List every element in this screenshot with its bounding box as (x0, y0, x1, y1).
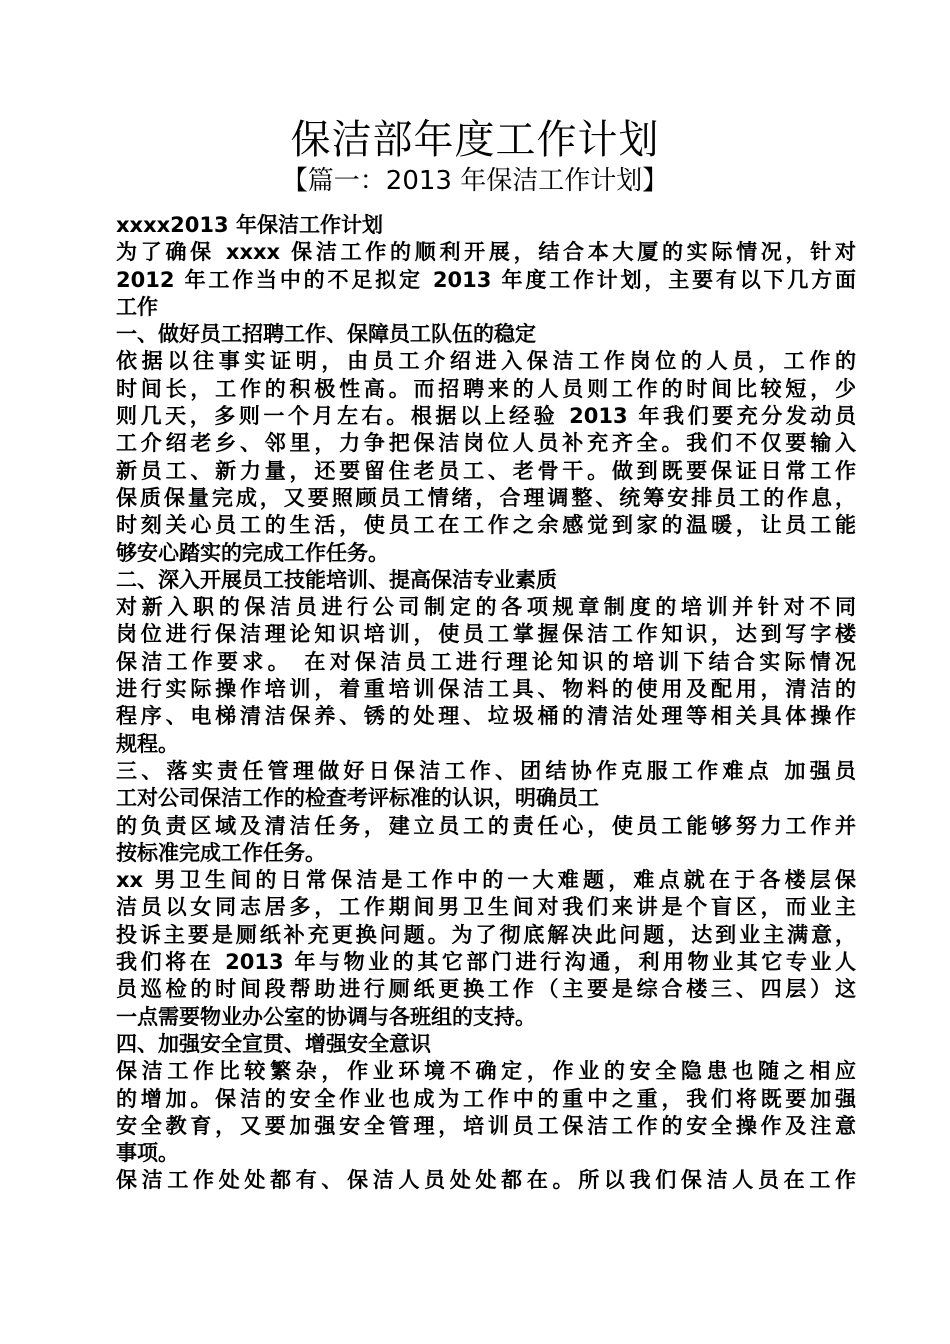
text-line: 一点需要物业办公室的协调与各班组的支持。 (116, 1004, 536, 1029)
text-line: 二、深入开展员工技能培训、提高保洁专业素质 (116, 567, 557, 592)
text-line: 的负责区域及清洁任务，建立员工的责任心，使员工能够努力工作并 (116, 813, 856, 838)
text-line: 依据以往事实证明，由员工介绍进入保洁工作岗位的人员，工作的 (116, 349, 856, 374)
text-line: 程序、电梯清洁保养、锈的处理、垃圾桶的清洁处理等相关具体操作 (116, 704, 856, 729)
text-line: 安全教育，又要加强安全管理，培训员工保洁工作的安全操作及注意 (116, 1113, 856, 1138)
text-line: 事项。 (116, 1141, 179, 1166)
text-line: 按标准完成工作任务。 (116, 840, 326, 865)
text-line: xxxx2013 年保洁工作计划 (116, 213, 383, 237)
text-line: 投诉主要是厕纸补充更换问题。为了彻底解决此问题，达到业主满意， (116, 922, 856, 947)
text-line: 一、做好员工招聘工作、保障员工队伍的稳定 (116, 322, 536, 347)
text-line: 规程。 (116, 731, 179, 756)
text-line: 够安心踏实的完成工作任务。 (116, 540, 389, 565)
text-line: 进行实际操作培训，着重培训保洁工具、物料的使用及配用，清洁的 (116, 677, 856, 702)
text-line: 员巡检的时间段帮助进行厕纸更换工作（主要是综合楼三、四层）这 (116, 977, 856, 1002)
document-body (116, 212, 856, 1195)
text-line: 时刻关心员工的生活，使员工在工作之余感觉到家的温暖，让员工能 (116, 513, 856, 538)
text-line: 保洁工作要求。 在对保洁员工进行理论知识的培训下结合实际情况 (116, 649, 856, 674)
document-subtitle: 【篇一：2013 年保洁工作计划】 (281, 166, 669, 196)
text-line: 洁员以女同志居多，工作期间男卫生间对我们来讲是个盲区，而业主 (116, 895, 856, 920)
text-line: 新员工、新力量，还要留住老员工、老骨干。做到既要保证日常工作 (116, 458, 856, 483)
text-line: 为了确保 xxxx 保洁工作的顺利开展，结合本大厦的实际情况，针对 (116, 240, 856, 265)
text-line: 保洁工作处处都有、保洁人员处处都在。所以我们保洁人员在工作 (116, 1168, 856, 1193)
text-line: 工对公司保洁工作的检查考评标准的认识，明确员工 (116, 786, 599, 811)
text-line: 保洁工作比较繁杂，作业环境不确定，作业的安全隐患也随之相应 (116, 1059, 856, 1084)
text-line: 四、加强安全宣贯、增强安全意识 (116, 1031, 431, 1056)
text-line: 时间长，工作的积极性高。而招聘来的人员则工作的时间比较短，少 (116, 376, 856, 401)
text-line: 工介绍老乡、邻里，力争把保洁岗位人员补充齐全。我们不仅要输入 (116, 431, 856, 456)
text-line: 2012 年工作当中的不足拟定 2013 年度工作计划，主要有以下几方面 (116, 267, 856, 292)
text-line: 则几天，多则一个月左右。根据以上经验 2013 年我们要充分发动员 (116, 404, 856, 429)
text-line: 三、落实责任管理做好日保洁工作、团结协作克服工作难点 加强员 (116, 758, 856, 783)
text-line: 工作 (116, 294, 158, 319)
text-line: 岗位进行保洁理论知识培训，使员工掌握保洁工作知识，达到写字楼 (116, 622, 856, 647)
text-line: 的增加。保洁的安全作业也成为工作中的重中之重，我们将既要加强 (116, 1086, 856, 1111)
text-line: 对新入职的保洁员进行公司制定的各项规章制度的培训并针对不同 (116, 595, 856, 620)
text-line: 我们将在 2013 年与物业的其它部门进行沟通，利用物业其它专业人 (116, 950, 856, 975)
text-line: 保质保量完成，又要照顾员工情绪，合理调整、统筹安排员工的作息， (116, 485, 856, 510)
document-title: 保洁部年度工作计划 (290, 117, 660, 163)
text-line: xx 男卫生间的日常保洁是工作中的一大难题，难点就在于各楼层保 (116, 868, 856, 893)
